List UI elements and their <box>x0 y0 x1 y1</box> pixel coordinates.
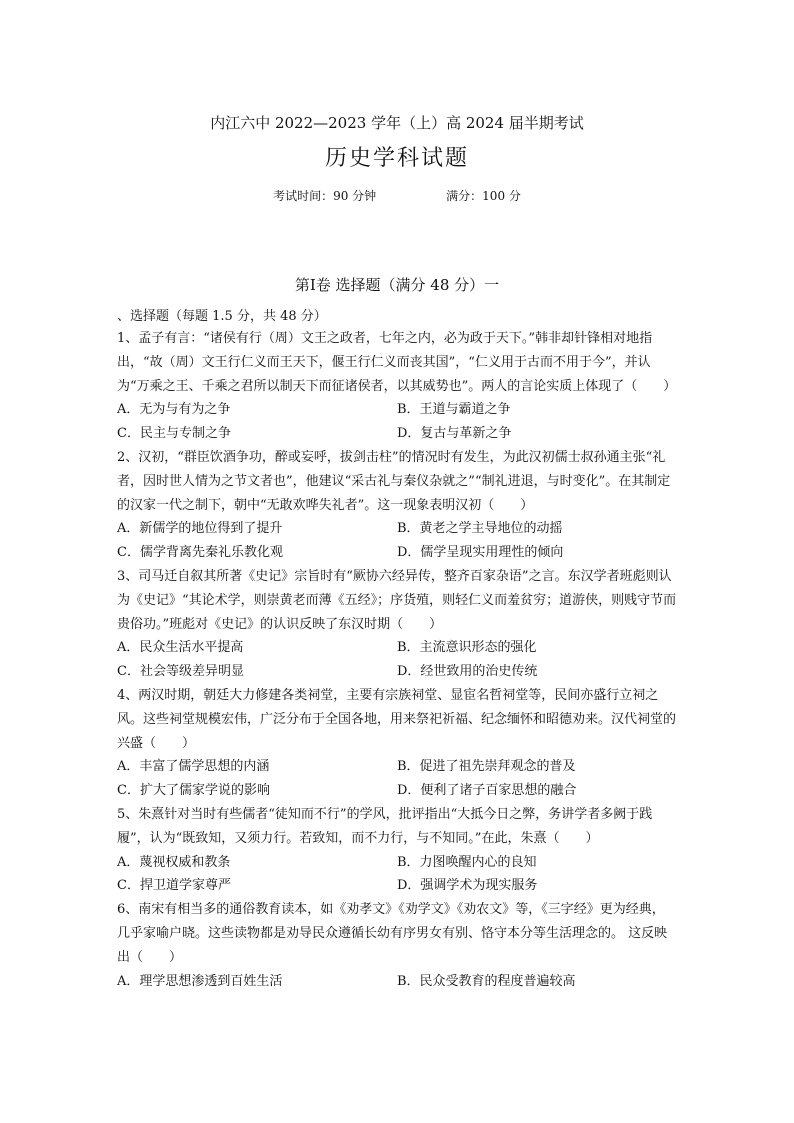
option-a: A．理学思想渗透到百姓生活 <box>117 973 283 989</box>
question-4 <box>117 684 677 803</box>
option-b: B．促进了祖先崇拜观念的普及 <box>397 759 576 775</box>
exam-time: 考试时间：90 分钟 <box>273 189 377 203</box>
option-a: A．新儒学的地位得到了提升 <box>117 521 283 537</box>
exam-score: 满分：100 分 <box>446 189 521 203</box>
option-c: C．扩大了儒家学说的影响 <box>117 783 270 799</box>
question-options <box>117 851 677 899</box>
option-a: A．蔑视权威和教条 <box>117 854 231 870</box>
option-d: D．便利了诸子百家思想的融合 <box>397 783 577 799</box>
question-text: 3、司马迁自叙其所著《史记》宗旨时有“厥协六经异传，整齐百家杂语”之言。东汉学者班彪则认为《史记》“其论术学，则崇黄老而薄《五经》；序货殖，则轻仁义而羞贫穷；道游侠，则贱守节而贵俗功。”班彪对《史记》的认识反映了东汉时期（ ） <box>117 568 677 632</box>
question-5 <box>117 803 677 898</box>
section-title: 第Ⅰ卷 选择题（满分 48 分）一 <box>294 276 500 294</box>
exam-meta <box>0 187 794 204</box>
question-text: 6、南宋有相当多的通俗教育读本，如《劝孝文》《劝学文》《劝农文》等，《三字经》更为经典，几乎家喻户晓。这些读物都是劝导民众遵循长幼有序男女有别、恪守本分等生活理念的。 这反映出（ ） <box>117 902 668 965</box>
option-c: C．民主与专制之争 <box>117 426 231 442</box>
question-text: 1、孟子有言：“诸侯有行（周）文王之政者，七年之内，必为政于天下。”韩非却针锋相对地指出，“故（周）文王行仁义而王天下，偃王行仁义而丧其国”，“仁义用于古而不用于今”，并认为“万乘之王、千乘之君所以制天下而征诸侯者，以其威势也”。两人的言论实质上体现了（ ） <box>117 331 677 394</box>
question-text: 4、两汉时期，朝廷大力修建各类祠堂，主要有宗族祠堂、显宦名哲祠堂等，民间亦盛行立祠之风。这些祠堂规模宏伟，广泛分布于全国各地，用来祭祀祈福、纪念缅怀和昭德劝来。汉代祠堂的兴盛（ ） <box>117 687 677 751</box>
option-d: D．复古与革新之争 <box>397 426 512 442</box>
option-b: B．民众受教育的程度普遍较高 <box>397 973 576 989</box>
question-2 <box>117 446 677 565</box>
question-options <box>117 517 677 565</box>
option-b: B．黄老之学主导地位的动摇 <box>397 521 563 537</box>
question-text: 2、汉初，“群臣饮酒争功，醉或妄呼，拔剑击柱”的情况时有发生，为此汉初儒士叔孙通主张“礼者，因时世人情为之节文者也”，他建议“采古礼与秦仪杂就之”“制礼进退，与时变化”。在其制定的汉家一代之制下，朝中“无敢欢哗失礼者”。这一现象表明汉初（ ） <box>117 449 671 513</box>
questions-list <box>117 327 677 993</box>
question-6 <box>117 898 677 993</box>
question-1 <box>117 327 677 446</box>
option-b: B．力图唤醒内心的良知 <box>397 854 537 870</box>
option-d: D．强调学术为现实服务 <box>397 878 538 894</box>
question-options <box>117 636 677 684</box>
option-c: C．捍卫道学家尊严 <box>117 878 231 894</box>
option-b: B．主流意识形态的强化 <box>397 640 537 656</box>
option-a: A．无为与有为之争 <box>117 402 231 418</box>
section-subtitle: 、选择题（每题 1.5 分，共 48 分） <box>117 309 327 324</box>
exam-title: 内江六中 2022—2023 学年（上）高 2024 届半期考试 <box>210 114 584 132</box>
option-a: A．丰富了儒学思想的内涵 <box>117 759 270 775</box>
question-options <box>117 970 677 994</box>
option-d: D．经世致用的治史传统 <box>397 664 538 680</box>
option-c: C．儒学背离先秦礼乐教化观 <box>117 545 283 561</box>
question-options <box>117 398 677 446</box>
option-a: A．民众生活水平提高 <box>117 640 244 656</box>
option-b: B．王道与霸道之争 <box>397 402 511 418</box>
option-d: D．儒学呈现实用理性的倾向 <box>397 545 564 561</box>
subject-title: 历史学科试题 <box>324 146 469 171</box>
question-text: 5、朱熹针对当时有些儒者“徒知而不行”的学风，批评指出“大抵今日之弊，务讲学者多阙于践履”，认为“既致知，又须力行。若致知，而不力行，与不知同。”在此，朱熹（ ） <box>117 806 653 846</box>
question-options <box>117 755 677 803</box>
question-3 <box>117 565 677 684</box>
option-c: C．社会等级差异明显 <box>117 664 244 680</box>
